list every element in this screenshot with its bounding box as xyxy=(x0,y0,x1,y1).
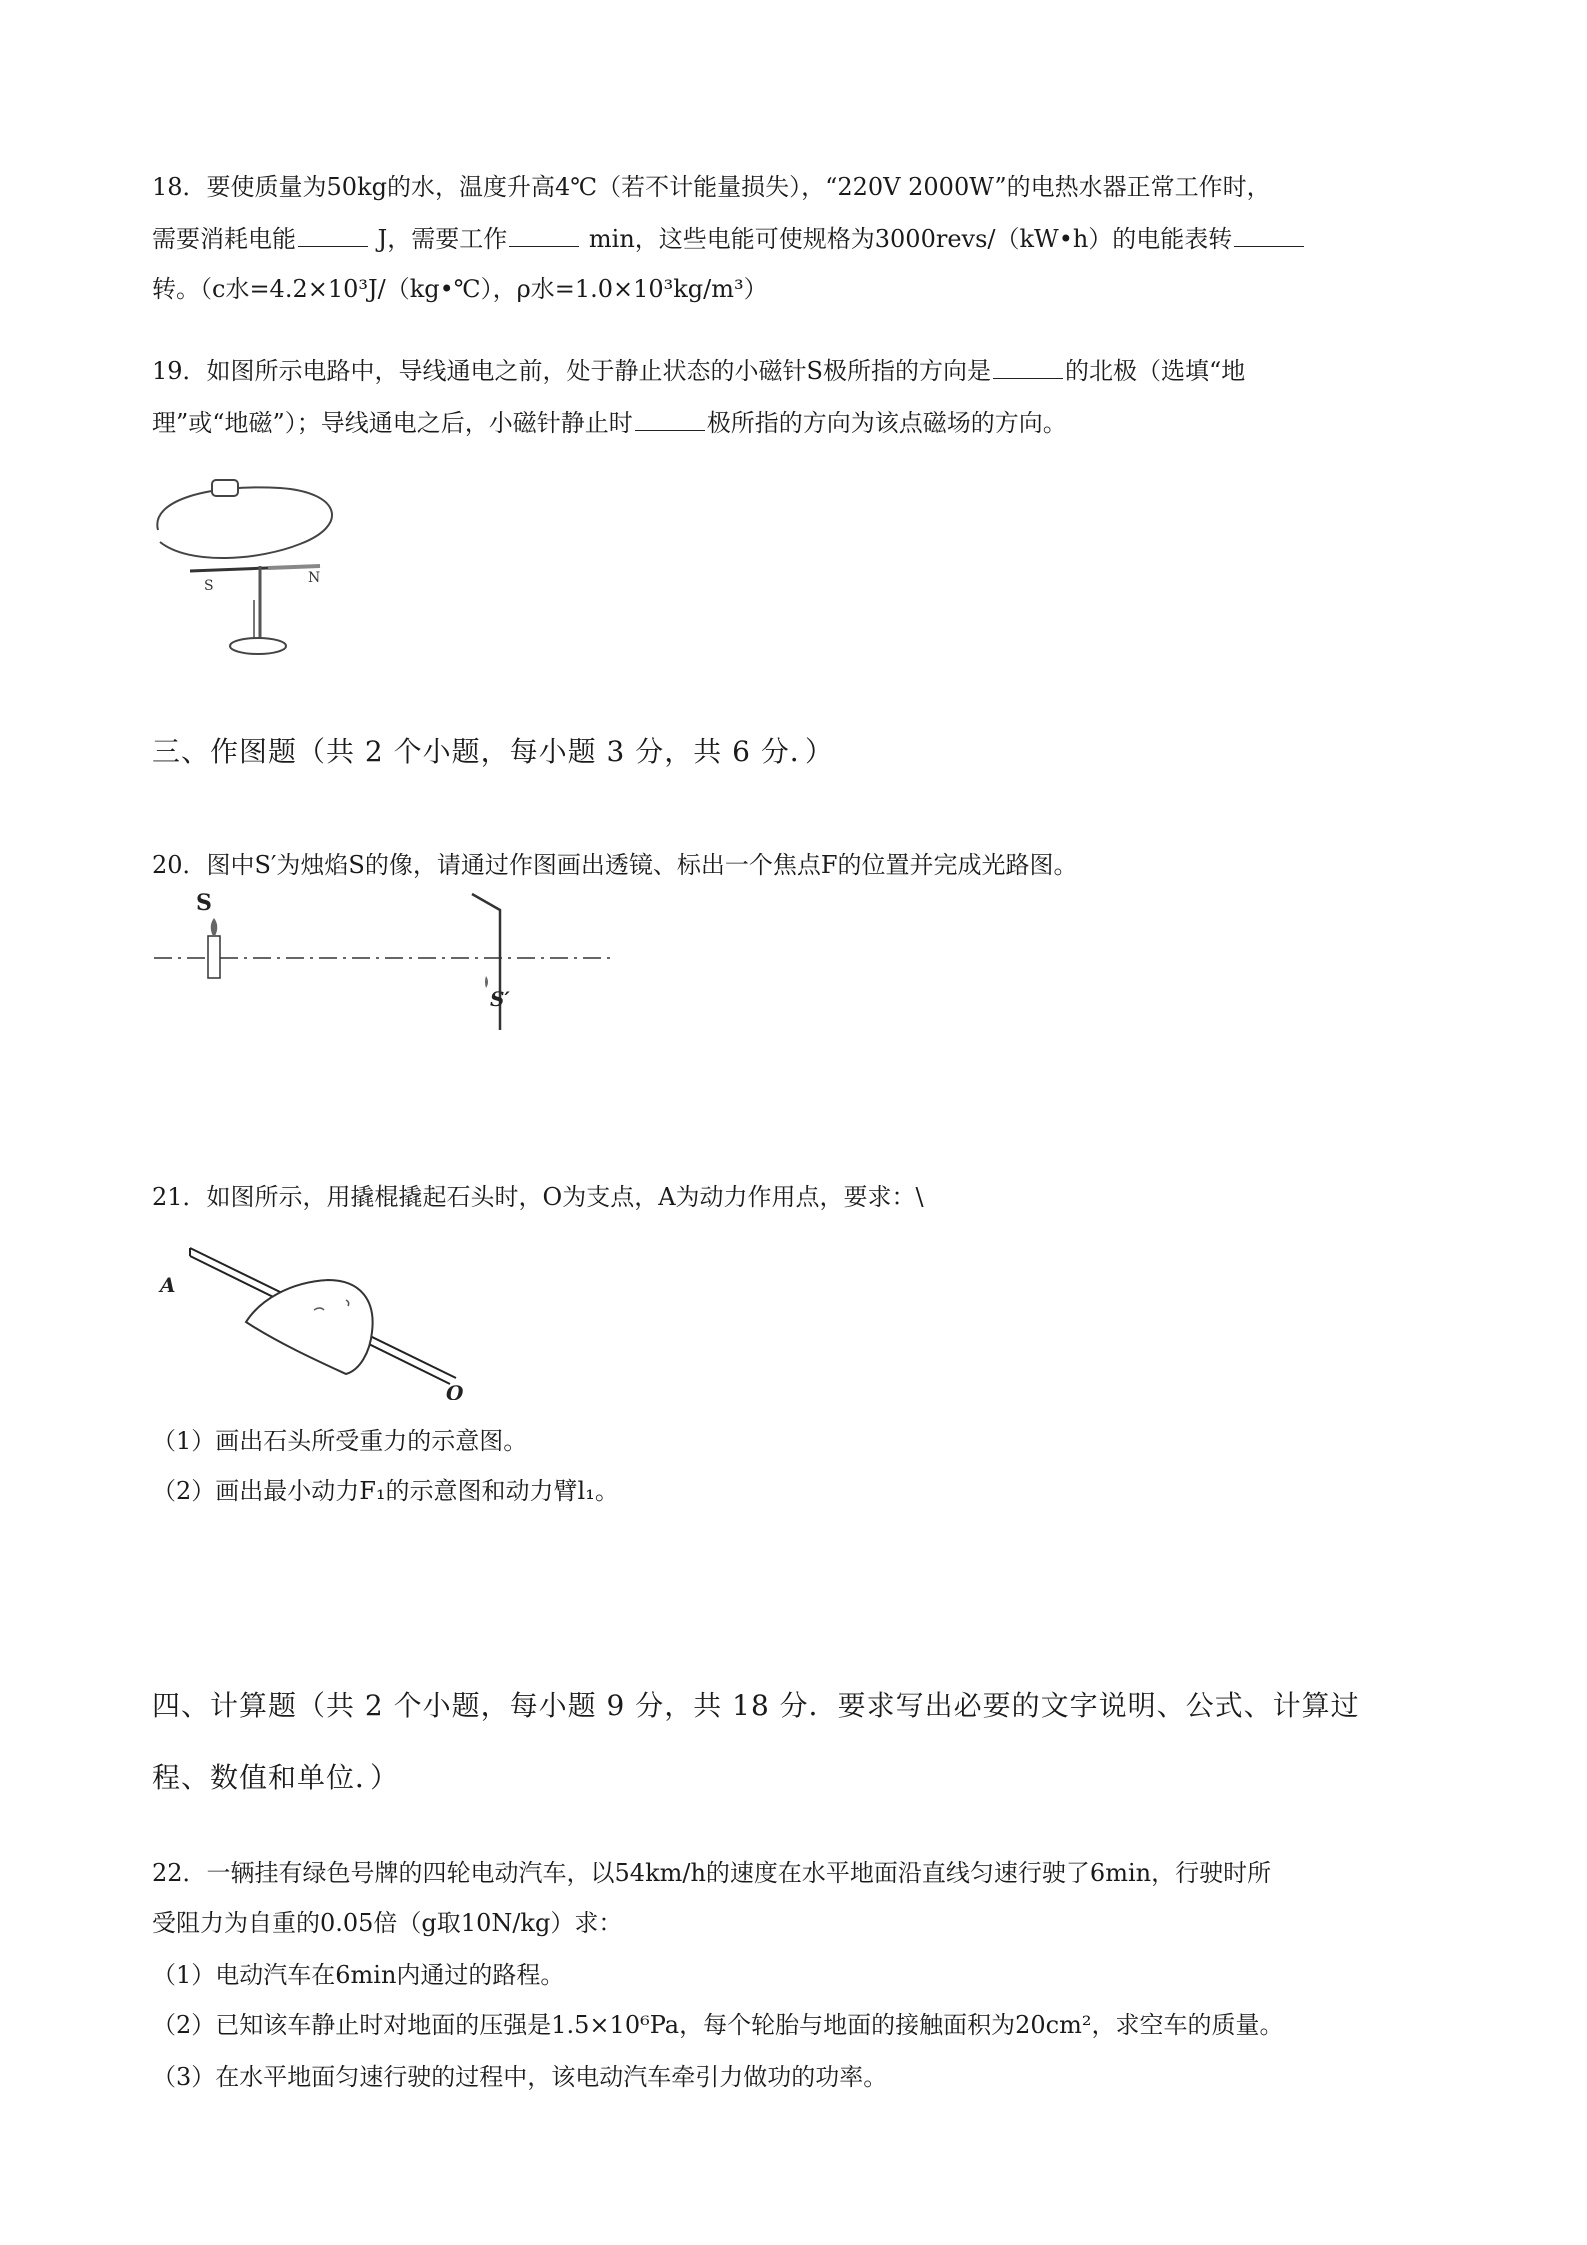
label-s-prime: S′ xyxy=(490,987,510,1011)
q22-sub-2: （2）已知该车静止时对地面的压强是1.5×10⁶Pa，每个轮胎与地面的接触面积为20cm²，求空车的质量。 xyxy=(152,2011,1284,2039)
needle-label-n: N xyxy=(308,570,321,586)
candle-icon xyxy=(208,936,220,978)
label-s: S xyxy=(196,890,212,916)
section-4-title-line-2: 程、数值和单位．） xyxy=(152,1761,400,1794)
q19-text-d: 极所指的方向为该点磁场的方向。 xyxy=(706,409,1067,437)
q19-text-b: 的北极（选填“地 xyxy=(1064,357,1246,385)
q18-text-a: 需要消耗电能 xyxy=(152,225,296,253)
q22-sub-3: （3）在水平地面匀速行驶的过程中，该电动汽车牵引力做功的功率。 xyxy=(152,2063,888,2091)
q19-line-1 xyxy=(152,354,1245,388)
q19-text-a: 19．如图所示电路中，导线通电之前，处于静止状态的小磁针S极所指的方向是 xyxy=(152,357,991,385)
q18-blank-time[interactable] xyxy=(509,224,579,247)
q20-text: 20．图中S′为烛焰S的像，请通过作图画出透镜、标出一个焦点F的位置并完成光路图。 xyxy=(152,851,1078,879)
q22-line-1: 22．一辆挂有绿色号牌的四轮电动汽车，以54km/h的速度在水平地面沿直线匀速行驶了6min，行驶时所 xyxy=(152,1859,1272,1887)
image-flame-icon xyxy=(485,976,488,988)
section-4-title-line-1: 四、计算题（共 2 个小题，每小题 9 分，共 18 分．要求写出必要的文字说明、公式、计算过 xyxy=(152,1689,1360,1722)
q18-line-1: 18．要使质量为50kg的水，温度升高4℃（若不计能量损失），“220V 2000W”的电热水器正常工作时， xyxy=(152,173,1271,201)
flame-icon xyxy=(211,918,218,936)
compass-circuit-figure xyxy=(150,470,360,670)
needle-label-s: S xyxy=(204,578,214,594)
q19-text-c: 理”或“地磁”）；导线通电之后，小磁针静止时 xyxy=(152,409,633,437)
q21-sub-1: （1）画出石头所受重力的示意图。 xyxy=(152,1427,528,1455)
q19-blank-2[interactable] xyxy=(635,408,705,431)
q19-blank-1[interactable] xyxy=(993,356,1063,379)
label-a: A xyxy=(160,1273,176,1297)
q18-line-3: 转。（c水=4.2×10³J/（kg•℃），ρ水=1.0×10³kg/m³） xyxy=(152,275,768,303)
q22-sub-1: （1）电动汽车在6min内通过的路程。 xyxy=(152,1961,565,1989)
q19-line-2 xyxy=(152,406,1067,440)
crowbar-figure xyxy=(150,1240,480,1400)
section-3-title: 三、作图题（共 2 个小题，每小题 3 分，共 6 分．） xyxy=(152,735,834,768)
q18-text-c: min，这些电能可使规格为3000revs/（kW•h）的电能表转 xyxy=(581,225,1233,253)
q18-text-b: J，需要工作 xyxy=(370,225,508,253)
stone-icon xyxy=(246,1280,373,1374)
q18-line-2 xyxy=(152,222,1306,256)
q21-text: 21．如图所示，用撬棍撬起石头时，O为支点，A为动力作用点，要求：\ xyxy=(152,1183,924,1211)
q22-line-2: 受阻力为自重的0.05倍（g取10N/kg）求： xyxy=(152,1909,623,1937)
battery-icon xyxy=(212,480,238,496)
label-o: O xyxy=(446,1381,464,1400)
q18-blank-revs[interactable] xyxy=(1234,224,1304,247)
q18-blank-energy[interactable] xyxy=(298,224,368,247)
q21-sub-2: （2）画出最小动力F₁的示意图和动力臂l₁。 xyxy=(152,1477,619,1505)
lens-figure xyxy=(150,884,620,1034)
